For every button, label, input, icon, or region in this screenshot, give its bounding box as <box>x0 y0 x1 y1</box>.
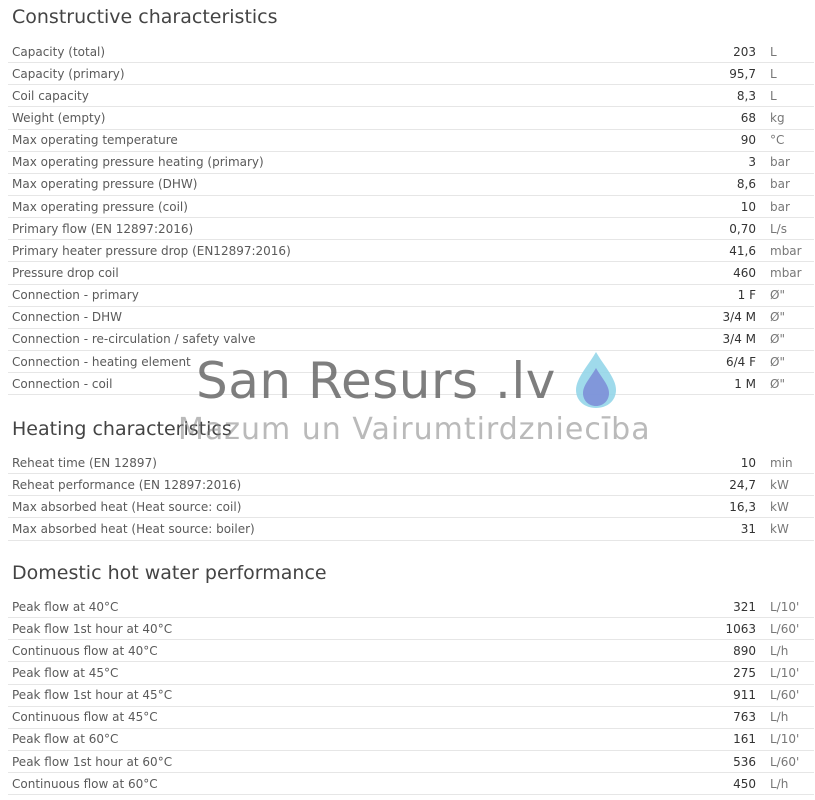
table-row <box>8 63 814 85</box>
row-value: 460 <box>733 265 756 280</box>
table-row <box>8 85 814 107</box>
row-value: 161 <box>733 732 756 747</box>
table-row <box>8 373 814 395</box>
row-value: 95,7 <box>729 66 756 81</box>
row-value: 1 F <box>737 288 756 303</box>
row-label: Connection - primary <box>12 288 139 303</box>
table-row <box>8 496 814 518</box>
row-label: Connection - coil <box>12 376 113 391</box>
row-value: 10 <box>740 199 756 214</box>
row-value: 450 <box>733 776 756 791</box>
table-row <box>8 329 814 351</box>
row-unit: bar <box>770 177 790 192</box>
row-unit: bar <box>770 199 790 214</box>
row-value: 8,6 <box>736 177 756 192</box>
row-unit: L/10' <box>770 599 800 614</box>
table-row <box>8 662 814 684</box>
watermark-title: San Resurs .lv <box>196 352 556 410</box>
row-unit: L/h <box>770 643 789 658</box>
table-row <box>8 240 814 262</box>
row-value: 911 <box>733 688 756 703</box>
row-unit: °C <box>770 133 785 148</box>
row-value: 90 <box>740 133 756 148</box>
table-row <box>8 640 814 662</box>
table-row <box>8 618 814 640</box>
table-row <box>8 307 814 329</box>
table-row <box>8 596 814 618</box>
row-value: 275 <box>733 665 756 680</box>
constructive-table <box>8 41 814 395</box>
row-label: Continuous flow at 40°C <box>12 643 158 658</box>
row-label: Primary flow (EN 12897:2016) <box>12 221 194 236</box>
row-label: Max operating pressure (coil) <box>12 199 188 214</box>
row-unit: kW <box>770 499 789 514</box>
row-label: Peak flow at 40°C <box>12 599 119 614</box>
row-label: Max operating temperature <box>12 133 178 148</box>
table-row <box>8 174 814 196</box>
row-label: Connection - re-circulation / safety valve <box>12 332 256 347</box>
row-value: 536 <box>733 754 756 769</box>
row-unit: kg <box>770 110 785 125</box>
row-unit: mbar <box>770 243 802 258</box>
row-value: 203 <box>733 44 756 59</box>
row-value: 8,3 <box>736 88 756 103</box>
row-unit: L/10' <box>770 665 800 680</box>
row-label: Connection - DHW <box>12 310 122 325</box>
row-value: 763 <box>733 710 756 725</box>
table-row <box>8 685 814 707</box>
row-value: 0,70 <box>729 221 756 236</box>
heating-table <box>8 452 814 541</box>
table-row <box>8 773 814 795</box>
row-label: Connection - heating element <box>12 354 191 369</box>
row-unit: L/10' <box>770 732 800 747</box>
row-value: 1063 <box>725 621 756 636</box>
row-label: Capacity (primary) <box>12 66 125 81</box>
row-unit: L <box>770 88 777 103</box>
table-row <box>8 729 814 751</box>
table-row <box>8 751 814 773</box>
row-label: Peak flow 1st hour at 40°C <box>12 621 173 636</box>
row-unit: Ø" <box>770 310 785 325</box>
row-value: 68 <box>740 110 756 125</box>
row-unit: Ø" <box>770 376 785 391</box>
row-value: 3/4 M <box>722 310 756 325</box>
table-row <box>8 262 814 284</box>
row-label: Max operating pressure heating (primary) <box>12 155 264 170</box>
row-unit: Ø" <box>770 332 785 347</box>
table-row <box>8 218 814 240</box>
row-label: Peak flow 1st hour at 60°C <box>12 754 173 769</box>
watermark-subtitle: Mazum un Vairumtirdzniecība <box>178 412 651 447</box>
row-unit: L <box>770 66 777 81</box>
table-row <box>8 285 814 307</box>
row-value: 3 <box>748 155 756 170</box>
row-unit: kW <box>770 477 789 492</box>
section-title-constructive: Constructive characteristics <box>12 6 278 28</box>
table-row <box>8 196 814 218</box>
row-value: 3/4 M <box>722 332 756 347</box>
table-row <box>8 152 814 174</box>
table-row <box>8 41 814 63</box>
row-unit: L/60' <box>770 754 800 769</box>
row-label: Pressure drop coil <box>12 265 119 280</box>
row-value: 16,3 <box>729 499 756 514</box>
row-label: Max absorbed heat (Heat source: coil) <box>12 499 242 514</box>
section-title-dhw: Domestic hot water performance <box>12 562 327 584</box>
table-row <box>8 107 814 129</box>
row-label: Reheat time (EN 12897) <box>12 455 157 470</box>
row-unit: L/60' <box>770 621 800 636</box>
table-row <box>8 130 814 152</box>
row-value: 31 <box>740 521 756 536</box>
row-unit: min <box>770 455 793 470</box>
row-value: 10 <box>740 455 756 470</box>
row-value: 890 <box>733 643 756 658</box>
row-unit: Ø" <box>770 354 785 369</box>
table-row <box>8 351 814 373</box>
row-label: Continuous flow at 45°C <box>12 710 158 725</box>
row-value: 41,6 <box>729 243 756 258</box>
row-label: Capacity (total) <box>12 44 106 59</box>
row-value: 24,7 <box>729 477 756 492</box>
dhw-table <box>8 596 814 795</box>
row-unit: L <box>770 44 777 59</box>
row-value: 1 M <box>734 376 756 391</box>
row-unit: Ø" <box>770 288 785 303</box>
table-row <box>8 518 814 540</box>
row-unit: mbar <box>770 265 802 280</box>
table-row <box>8 707 814 729</box>
row-value: 321 <box>733 599 756 614</box>
row-label: Coil capacity <box>12 88 89 103</box>
row-label: Max absorbed heat (Heat source: boiler) <box>12 521 255 536</box>
row-label: Continuous flow at 60°C <box>12 776 158 791</box>
row-unit: L/60' <box>770 688 800 703</box>
row-label: Primary heater pressure drop (EN12897:2016) <box>12 243 291 258</box>
row-label: Weight (empty) <box>12 110 106 125</box>
row-unit: bar <box>770 155 790 170</box>
row-label: Peak flow 1st hour at 45°C <box>12 688 173 703</box>
row-value: 6/4 F <box>725 354 756 369</box>
row-unit: kW <box>770 521 789 536</box>
row-unit: L/h <box>770 776 789 791</box>
table-row <box>8 452 814 474</box>
row-label: Max operating pressure (DHW) <box>12 177 198 192</box>
row-unit: L/h <box>770 710 789 725</box>
section-title-heating: Heating characteristics <box>12 418 232 440</box>
row-label: Reheat performance (EN 12897:2016) <box>12 477 242 492</box>
row-unit: L/s <box>770 221 787 236</box>
row-label: Peak flow at 60°C <box>12 732 119 747</box>
table-row <box>8 474 814 496</box>
row-label: Peak flow at 45°C <box>12 665 119 680</box>
